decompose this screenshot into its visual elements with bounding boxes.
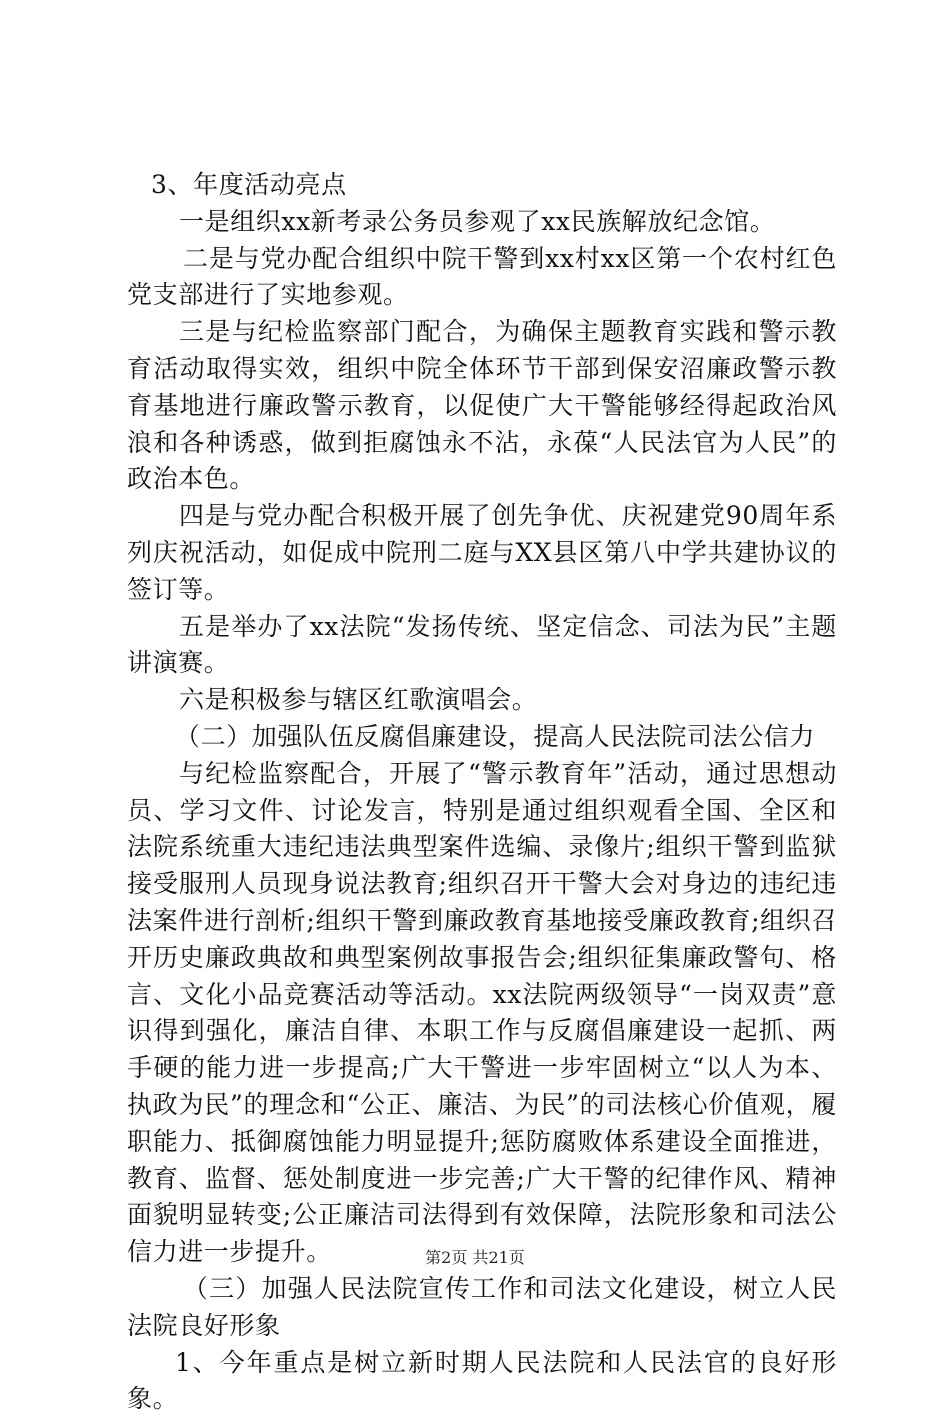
- paragraph-subheading-2: （二）加强队伍反腐倡廉建设，提高人民法院司法公信力: [127, 719, 837, 756]
- paragraph-item-3: 三是与纪检监察部门配合，为确保主题教育实践和警示教育活动取得实效，组织中院全体环节干部到保安沼廉政警示教育基地进行廉政警示教育，以促使广大干警能够经得起政治风浪和各种诱惑，做到拒腐蚀永不沾，永葆“人民法官为人民”的政治本色。: [127, 314, 837, 498]
- paragraph-item-1: 一是组织xx新考录公务员参观了xx民族解放纪念馆。: [127, 204, 837, 241]
- document-body: [127, 167, 837, 1418]
- paragraph-body-2: 与纪检监察配合，开展了“警示教育年”活动，通过思想动员、学习文件、讨论发言，特别是通过组织观看全国、全区和法院系统重大违纪违法典型案件选编、录像片;组织干警到监狱接受服刑人员现身说法教育;组织召开干警大会对身边的违纪违法案件进行剖析;组织干警到廉政教育基地接受廉政教育;组织召开历史廉政典故和典型案例故事报告会;组织征集廉政警句、格言、文化小品竞赛活动等活动。xx法院两级领导“一岗双责”意识得到强化，廉洁自律、本职工作与反腐倡廉建设一起抓、两手硬的能力进一步提高;广大干警进一步牢固树立“以人为本、执政为民”的理念和“公正、廉洁、为民”的司法核心价值观，履职能力、抵御腐蚀能力明显提升;惩防腐败体系建设全面推进，教育、监督、惩处制度进一步完善;广大干警的纪律作风、精神面貌明显转变;公正廉洁司法得到有效保障，法院形象和司法公信力进一步提升。: [127, 756, 837, 1271]
- paragraph-point-1: 1、今年重点是树立新时期人民法院和人民法官的良好形象。: [127, 1345, 837, 1418]
- paragraph-item-4: 四是与党办配合积极开展了创先争优、庆祝建党90周年系列庆祝活动，如促成中院刑二庭与XX县区第八中学共建协议的签订等。: [127, 498, 837, 608]
- paragraph-item-6: 六是积极参与辖区红歌演唱会。: [127, 682, 837, 719]
- page-number-footer: 第2页 共21页: [0, 1245, 950, 1268]
- paragraph-item-5: 五是举办了xx法院“发扬传统、坚定信念、司法为民”主题讲演赛。: [127, 609, 837, 683]
- paragraph-section-heading: 3、年度活动亮点: [127, 167, 837, 204]
- paragraph-subheading-3: （三）加强人民法院宣传工作和司法文化建设，树立人民法院良好形象: [127, 1271, 837, 1345]
- paragraph-item-2: 二是与党办配合组织中院干警到xx村xx区第一个农村红色党支部进行了实地参观。: [127, 241, 837, 315]
